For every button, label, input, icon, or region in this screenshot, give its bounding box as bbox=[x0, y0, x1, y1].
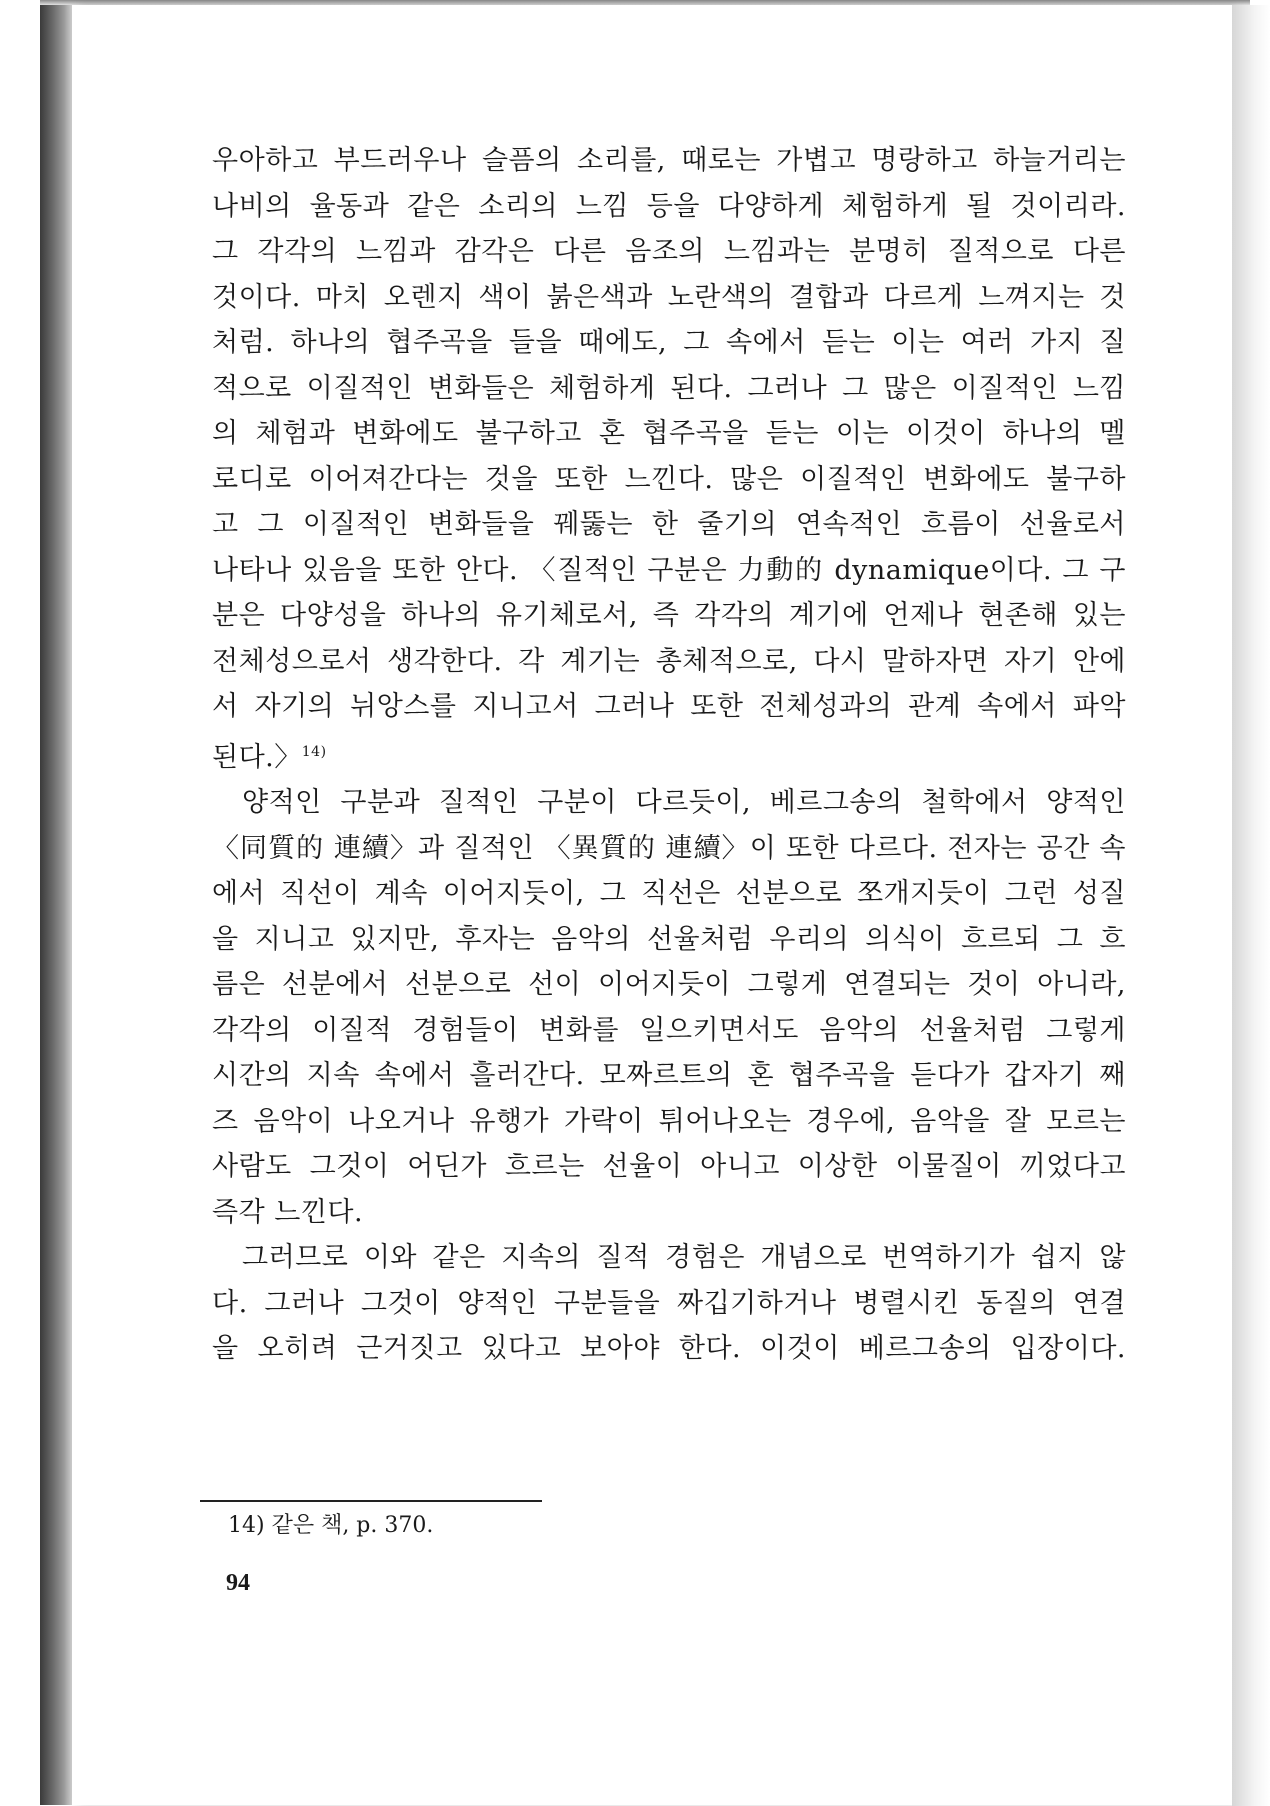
text-line: 전체성으로서 생각한다. 각 계기는 총체적으로, 다시 말하자면 자기 안에 bbox=[212, 645, 1126, 677]
text-line: 에서 직선이 계속 이어지듯이, 그 직선은 선분으로 쪼개지듯이 그런 성질 bbox=[212, 878, 1126, 909]
text-line: 처럼. 하나의 협주곡을 들을 때에도, 그 속에서 듣는 이는 여러 가지 질 bbox=[212, 327, 1126, 358]
text-line: 의 체험과 변화에도 불구하고 혼 협주곡을 듣는 이는 이것이 하나의 멜 bbox=[212, 418, 1126, 449]
text-line: 즈 음악이 나오거나 유행가 가락이 튀어나오는 경우에, 음악을 잘 모르는 bbox=[212, 1105, 1126, 1137]
text-line-last bbox=[212, 730, 1126, 781]
text-line: 로디로 이어져간다는 것을 또한 느낀다. 많은 이질적인 변화에도 불구하 bbox=[212, 463, 1126, 495]
text-line: 그 각각의 느낌과 감각은 다른 음조의 느낌과는 분명히 질적으로 다른 bbox=[212, 236, 1126, 267]
text-line: 나타나 있음을 또한 안다. 〈질적인 구분은 力動的 dynamique이다. 그 구 bbox=[212, 554, 1126, 586]
text-line: 우아하고 부드러우나 슬픔의 소리를, 때로는 가볍고 명랑하고 하늘거리는 bbox=[212, 145, 1126, 176]
text-line: 〈同質的 連續〉과 질적인 〈異質的 連續〉이 또한 다르다. 전자는 공간 속 bbox=[212, 832, 1126, 864]
text-line: 분은 다양성을 하나의 유기체로서, 즉 각각의 계기에 언제나 현존해 있는 bbox=[212, 600, 1126, 631]
paragraph-2 bbox=[212, 780, 1126, 1235]
body-text bbox=[212, 138, 1126, 1372]
text-line: 시간의 지속 속에서 흘러간다. 모짜르트의 혼 협주곡을 듣다가 갑자기 째 bbox=[212, 1060, 1126, 1091]
text-line: 양적인 구분과 질적인 구분이 다르듯이, 베르그송의 철학에서 양적인 bbox=[242, 787, 1126, 818]
text-line: 것이다. 마치 오렌지 색이 붉은색과 노란색의 결합과 다르게 느껴지는 것 bbox=[212, 281, 1126, 313]
footnote-divider bbox=[200, 1500, 542, 1502]
text-line-last: 즉각 느낀다. bbox=[212, 1196, 364, 1228]
text-line: 사람도 그것이 어딘가 흐르는 선율이 아니고 이상한 이물질이 끼었다고 bbox=[212, 1151, 1126, 1182]
text-line: 그러므로 이와 같은 지속의 질적 경험은 개념으로 번역하기가 쉽지 않 bbox=[242, 1242, 1126, 1273]
text-line: 다. 그러나 그것이 양적인 구분들을 짜깁기하거나 병렬시킨 동질의 연결 bbox=[212, 1287, 1126, 1319]
footnote-text: 14) 같은 책, p. 370. bbox=[228, 1513, 434, 1538]
text-line: 고 그 이질적인 변화들을 꿰뚫는 한 줄기의 연속적인 흐름이 선율로서 bbox=[212, 509, 1126, 540]
page-right-shadow bbox=[1232, 5, 1270, 1806]
paragraph-3 bbox=[212, 1235, 1126, 1372]
page-number: 94 bbox=[226, 1570, 250, 1596]
text-line: 름은 선분에서 선분으로 선이 이어지듯이 그렇게 연결되는 것이 아니라, bbox=[212, 969, 1126, 1000]
text-line: 각각의 이질적 경험들이 변화를 일으키면서도 음악의 선율처럼 그렇게 bbox=[212, 1014, 1126, 1046]
text-line-content: 된다.〉 bbox=[212, 741, 302, 773]
text-line: 을 지니고 있지만, 후자는 음악의 선율처럼 우리의 의식이 흐르되 그 흐 bbox=[212, 923, 1126, 955]
book-spine-edge bbox=[40, 5, 72, 1805]
footnote-reference: 14) bbox=[301, 743, 327, 760]
paragraph-1 bbox=[212, 138, 1126, 780]
text-line: 나비의 율동과 같은 소리의 느낌 등을 다양하게 체험하게 될 것이리라. bbox=[212, 190, 1126, 222]
text-line: 서 자기의 뉘앙스를 지니고서 그러나 또한 전체성과의 관계 속에서 파악 bbox=[212, 691, 1126, 722]
text-line: 을 오히려 근거짓고 있다고 보아야 한다. 이것이 베르그송의 입장이다. bbox=[212, 1333, 1126, 1364]
text-line: 적으로 이질적인 변화들은 체험하게 된다. 그러나 그 많은 이질적인 느낌 bbox=[212, 372, 1126, 404]
